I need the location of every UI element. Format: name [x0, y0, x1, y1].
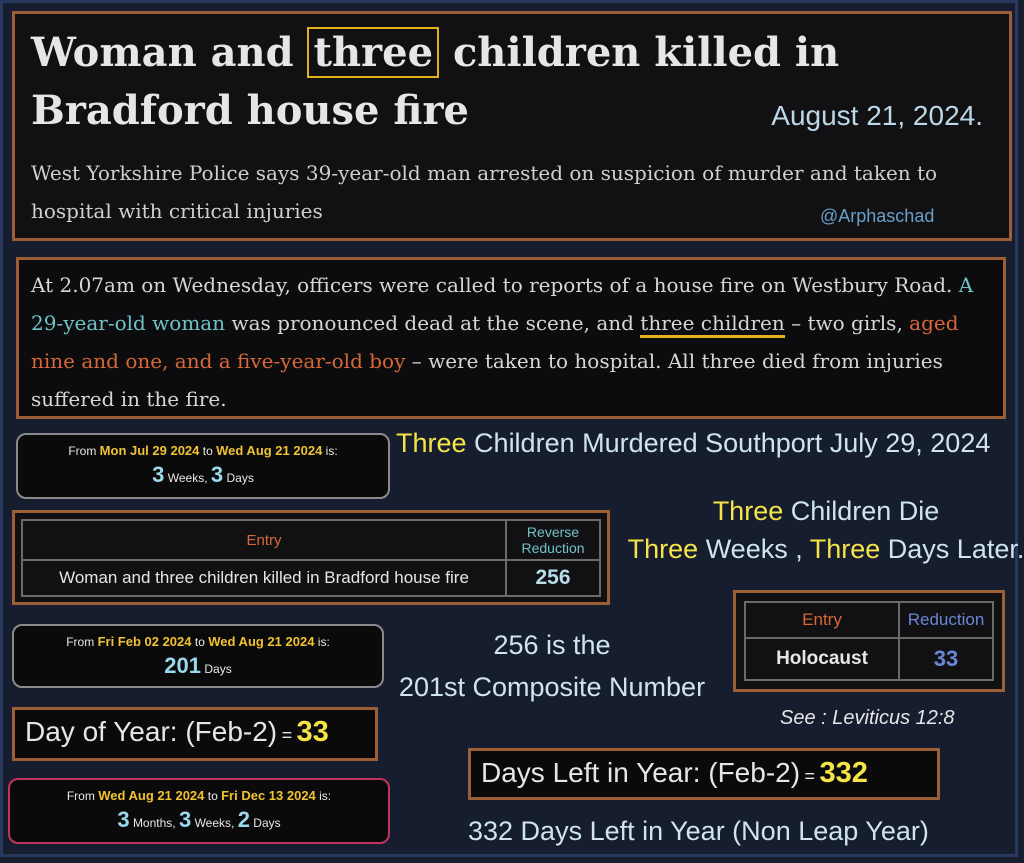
calc3-range: From Wed Aug 21 2024 to Fri Dec 13 2024 is: [66, 788, 332, 803]
article-orange: aged nine and one, and a five-year-old boy [31, 311, 959, 373]
rr-row-value: 256 [506, 560, 600, 596]
article-s3: – two girls, [784, 311, 910, 335]
southport-line: Three Children Murdered Southport July 29, 2024 [396, 428, 991, 458]
days-left-box: Days Left in Year: (Feb-2) = 332 [468, 748, 940, 800]
holocaust-table [733, 590, 1005, 692]
day-of-year-label: Day of Year: (Feb-2) [25, 716, 278, 747]
headline-box [12, 11, 1012, 241]
date-calc-1 [16, 433, 390, 499]
holo-row-entry: Holocaust [745, 638, 899, 680]
composite-text [392, 624, 712, 708]
rr-header-value: Reverse Reduction [506, 520, 600, 560]
article-underlined: three children [640, 311, 784, 338]
headline-boxed-word: three [307, 27, 439, 78]
calc1-result: 3 Weeks, 3 Days [152, 462, 254, 487]
rr-row-entry: Woman and three children killed in Bradford house fire [22, 560, 506, 596]
composite-line2: 201st Composite Number [398, 672, 706, 702]
date: August 21, 2024. [771, 100, 983, 131]
article-teal: A 29-year-old woman [31, 273, 974, 335]
date-calc-2 [12, 624, 384, 688]
date-calc-3 [8, 778, 390, 844]
days-left-label: Days Left in Year: (Feb-2) [481, 757, 801, 788]
days-left-value: 332 [819, 757, 868, 789]
leviticus-note: See : Leviticus 12:8 [780, 707, 955, 729]
rr-header-entry: Entry [22, 520, 506, 560]
die-line2: Three Weeks , Three Days Later. [627, 534, 1024, 564]
three-children-die [626, 492, 1024, 568]
holo-header-value: Reduction [899, 602, 993, 638]
calc1-range: From Mon Jul 29 2024 to Wed Aug 21 2024 is: [68, 443, 338, 458]
article-s2: was pronounced dead at the scene, and [225, 311, 641, 335]
day-of-year-box: Day of Year: (Feb-2) = 33 [12, 707, 378, 761]
reverse-reduction-table [12, 510, 610, 605]
article-s4: – were taken to hospital. All three died from injuries suffered in the fire. [31, 349, 943, 411]
day-of-year-value: 33 [296, 716, 329, 748]
die-line1: Three Children Die [712, 496, 940, 526]
article-box [16, 257, 1006, 419]
headline-part1: Woman and [31, 29, 308, 76]
subtitle: West Yorkshire Police says 39-year-old man arrested on suspicion of murder and taken to hospital with critical injuries [31, 161, 938, 223]
article-text [31, 266, 991, 418]
headline-part2: children killed in Bradford house fire [31, 29, 840, 134]
non-leap-note: 332 Days Left in Year (Non Leap Year) [468, 816, 929, 846]
calc3-result: 3 Months, 3 Weeks, 2 Days [117, 807, 281, 832]
article-s1: At 2.07am on Wednesday, officers were called to reports of a house fire on Westbury Road. [31, 273, 959, 297]
handle: @Arphaschad [820, 206, 935, 226]
holo-row-value: 33 [899, 638, 993, 680]
calc2-range: From Fri Feb 02 2024 to Wed Aug 21 2024 is: [66, 634, 330, 649]
holo-header-entry: Entry [745, 602, 899, 638]
composite-line1: 256 is the [493, 630, 611, 660]
calc2-result: 201 Days [164, 653, 232, 678]
